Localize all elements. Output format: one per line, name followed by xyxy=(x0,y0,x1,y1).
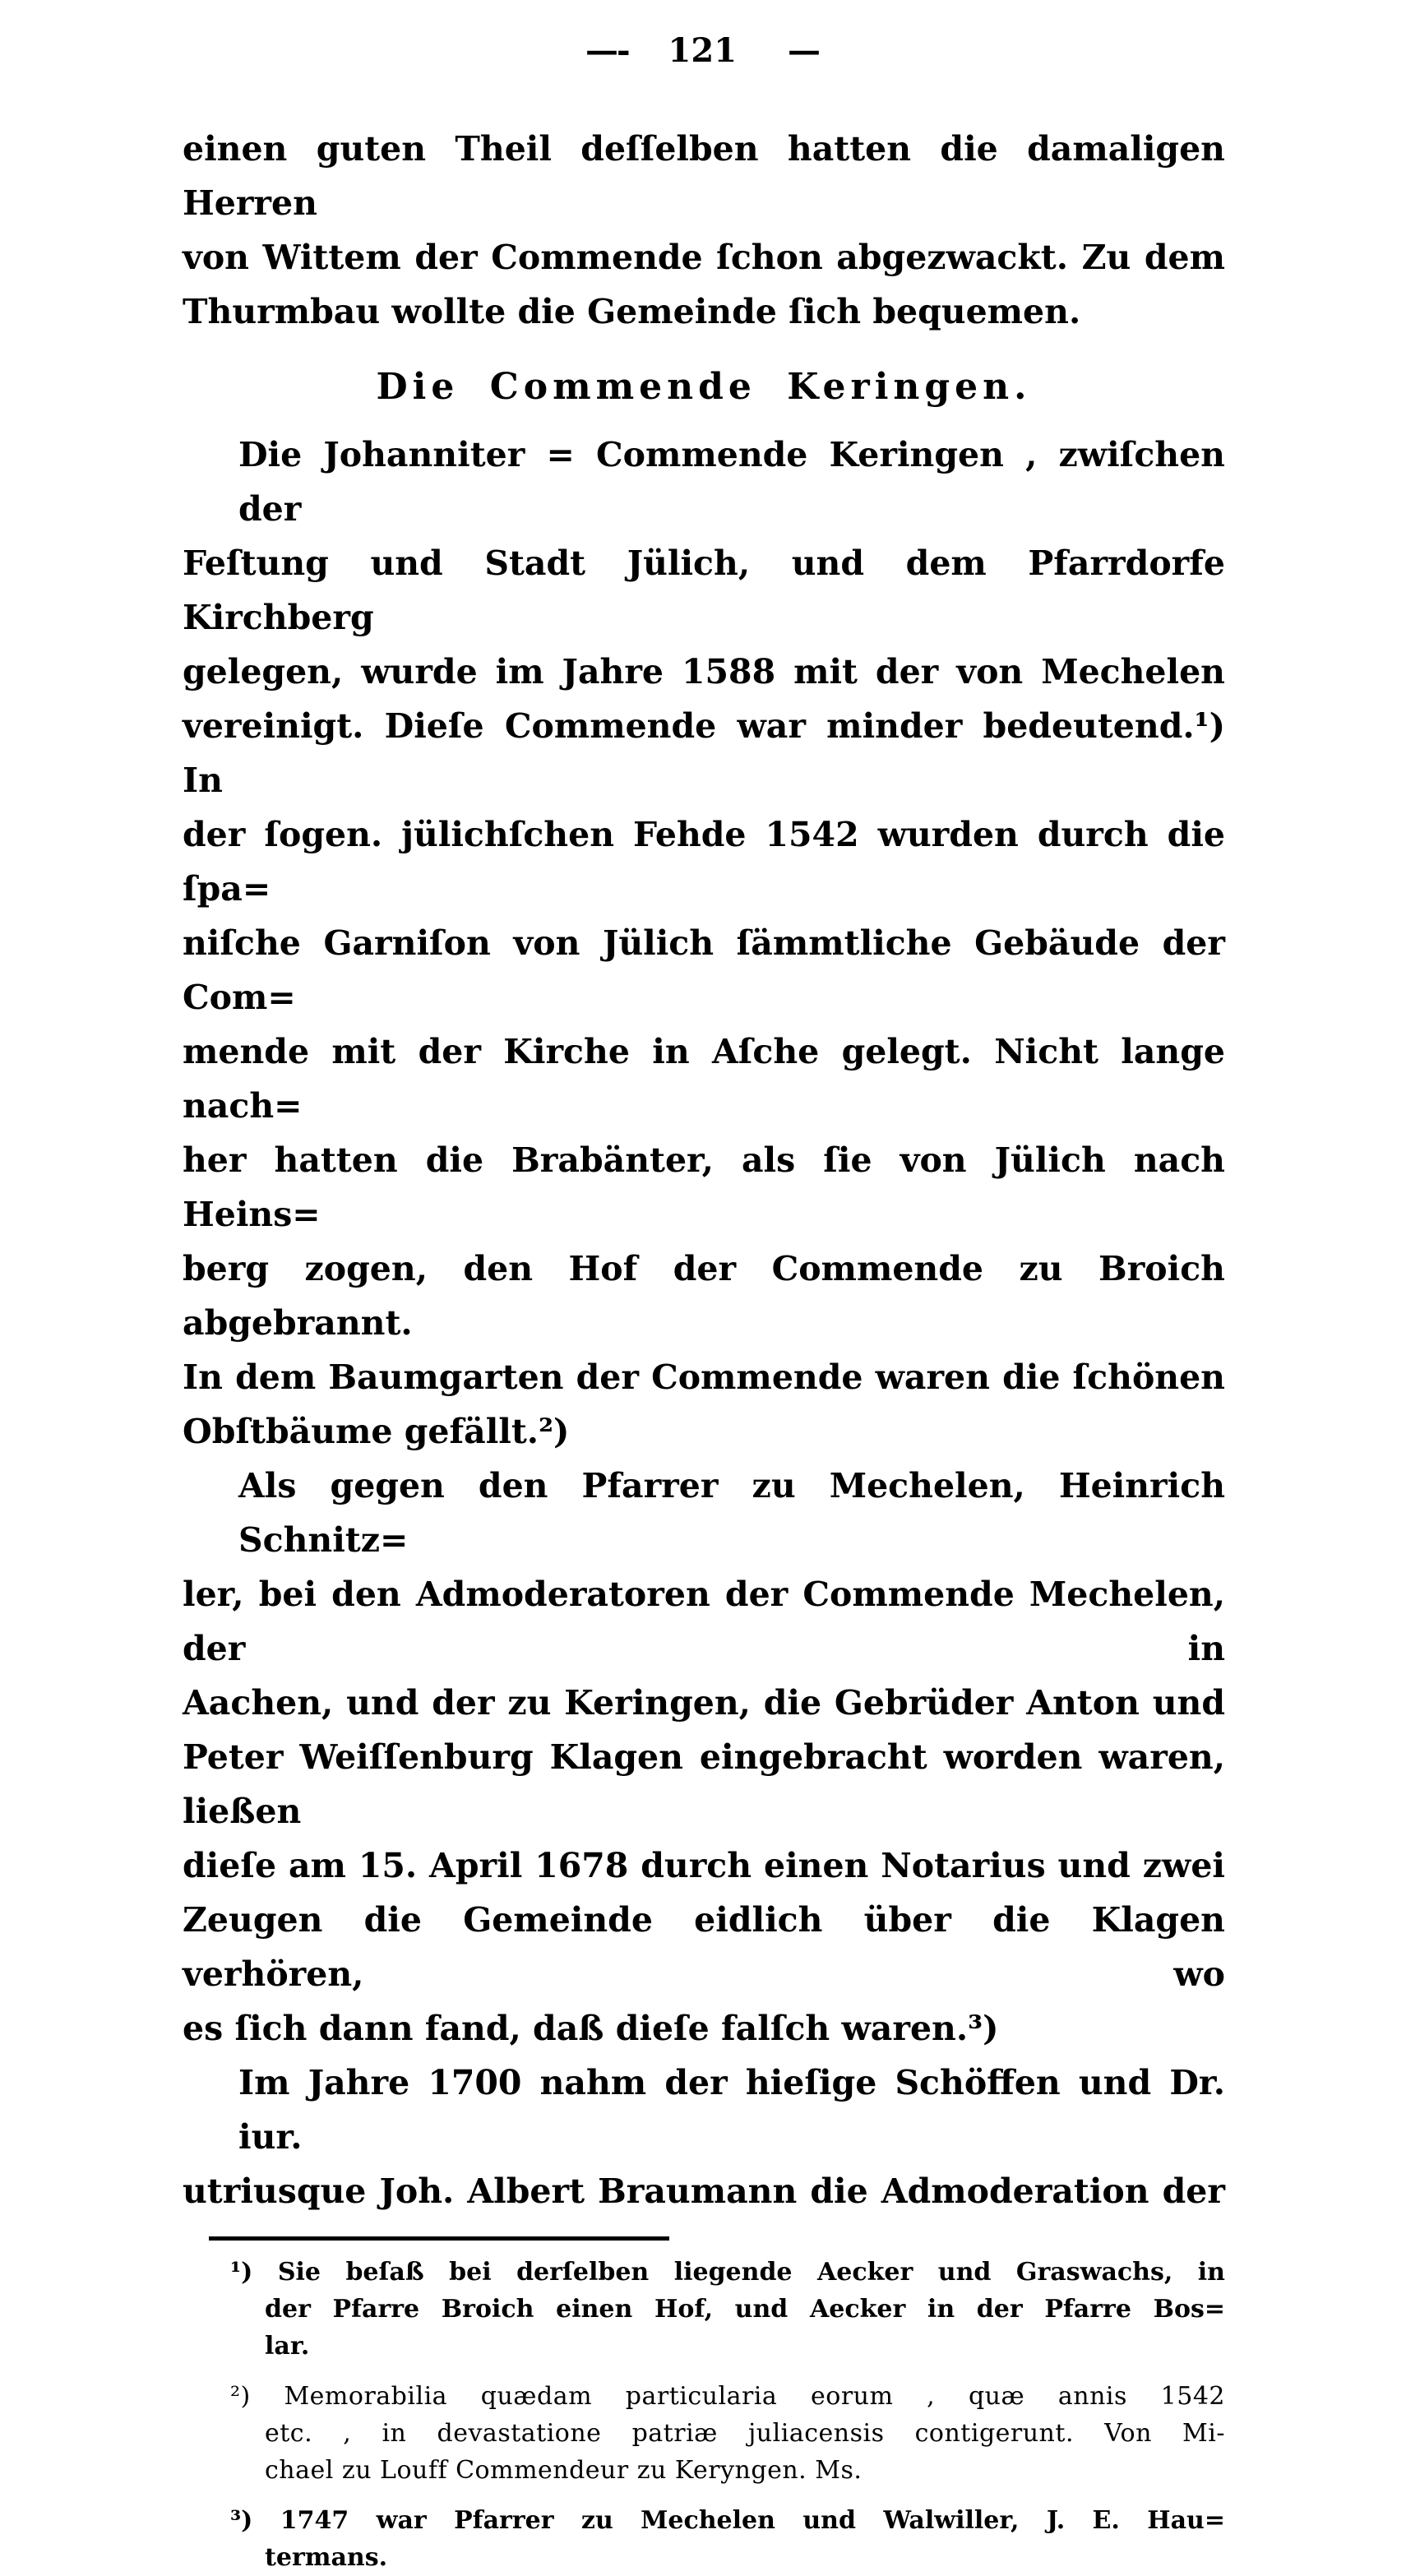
text-line: Peter Weiſſenburg Klagen eingebracht worden waren, ließen xyxy=(183,1737,1225,1831)
section-heading: Die Commende Keringen. xyxy=(376,366,1032,408)
footnote-line: termans. xyxy=(265,2543,388,2572)
footnotes-section xyxy=(183,2254,1225,2576)
text-line: ler, bei den Admoderatoren der Commende Mechelen, der in xyxy=(183,1575,1225,1668)
text-line: dieſe am 15. April 1678 durch einen Notarius und zwei xyxy=(183,1846,1225,1885)
text-line: Im Jahre 1700 nahm der hieſige Schöffen und Dr. iur. xyxy=(238,2063,1225,2157)
footnote-gap xyxy=(183,2489,1225,2502)
text-line: niſche Garniſon von Jülich ſämmtliche Gebäude der Com= xyxy=(183,923,1225,1017)
text-line: Thurmbau wollte die Gemeinde ſich bequemen. xyxy=(183,292,1081,331)
footnote-line: ²) Memorabilia quædam particularia eorum , quæ annis 1542 xyxy=(230,2382,1225,2411)
footnote-separator-rule xyxy=(209,2236,669,2241)
footnote-line: ³) 1747 war Pfarrer zu Mechelen und Walwiller, J. E. Hau= xyxy=(230,2506,1225,2535)
footnote-1 xyxy=(183,2254,1225,2365)
footnote-3 xyxy=(183,2502,1225,2576)
text-line: Obſtbäume gefällt.²) xyxy=(183,1412,570,1451)
page-number: 121 xyxy=(668,31,738,70)
main-text-block xyxy=(183,122,1225,2576)
text-line: vereinigt. Dieſe Commende war minder bedeutend.¹) In xyxy=(183,706,1225,800)
text-line: Zeugen die Gemeinde eidlich über die Klagen verhören, wo xyxy=(183,1900,1225,1994)
text-line: her hatten die Brabänter, als ſie von Jülich nach Heins= xyxy=(183,1140,1225,1234)
text-line: Als gegen den Pfarrer zu Mechelen, Heinrich Schnitz= xyxy=(238,1466,1225,1560)
text-line: mende mit der Kirche in Aſche gelegt. Nicht lange nach= xyxy=(183,1032,1225,1126)
header-dash-right: — xyxy=(788,31,821,70)
paragraph-1 xyxy=(183,122,1225,339)
text-line: Die Johanniter = Commende Keringen , zwiſchen der xyxy=(238,435,1225,529)
footnote-line: etc. , in devastatione patriæ juliacensis contigerunt. Von Mi- xyxy=(265,2419,1225,2448)
footnote-line: lar. xyxy=(265,2332,310,2361)
text-line: Feſtung und Stadt Jülich, und dem Pfarrdorfe Kirchberg xyxy=(183,543,1225,637)
text-line: Aachen, und der zu Keringen, die Gebrüder Anton und xyxy=(183,1683,1225,1723)
text-line: es ſich dann fand, daß dieſe falſch waren.³) xyxy=(183,2009,999,2048)
text-line: von Wittem der Commende ſchon abgezwackt. Zu dem xyxy=(183,238,1225,277)
page-header xyxy=(0,31,1406,70)
paragraph-4 xyxy=(183,2056,1225,2218)
footnote-gap xyxy=(183,2365,1225,2378)
text-line: berg zogen, den Hof der Commende zu Broich abgebrannt. xyxy=(183,1249,1225,1343)
footnote-line: der Pfarre Broich einen Hof, und Aecker in der Pfarre Bos= xyxy=(265,2295,1225,2324)
paragraph-2 xyxy=(183,428,1225,1459)
text-line: gelegen, wurde im Jahre 1588 mit der von Mechelen xyxy=(183,652,1225,691)
footnote-line: chael zu Louff Commendeur zu Keryngen. Ms. xyxy=(265,2456,863,2485)
footnote-2 xyxy=(183,2378,1225,2489)
text-line: utriusque Joh. Albert Braumann die Admoderation der xyxy=(183,2171,1225,2211)
footnote-line: ¹) Sie beſaß bei derſelben liegende Aecker und Graswachs, in xyxy=(230,2258,1225,2287)
text-line: In dem Baumgarten der Commende waren die ſchönen xyxy=(183,1357,1225,1397)
paragraph-3 xyxy=(183,1459,1225,2056)
header-dash-left: —- xyxy=(585,31,629,70)
text-line: der ſogen. jülichſchen Fehde 1542 wurden durch die ſpa= xyxy=(183,815,1225,909)
text-line: einen guten Theil deſſelben hatten die damaligen Herren xyxy=(183,129,1225,223)
